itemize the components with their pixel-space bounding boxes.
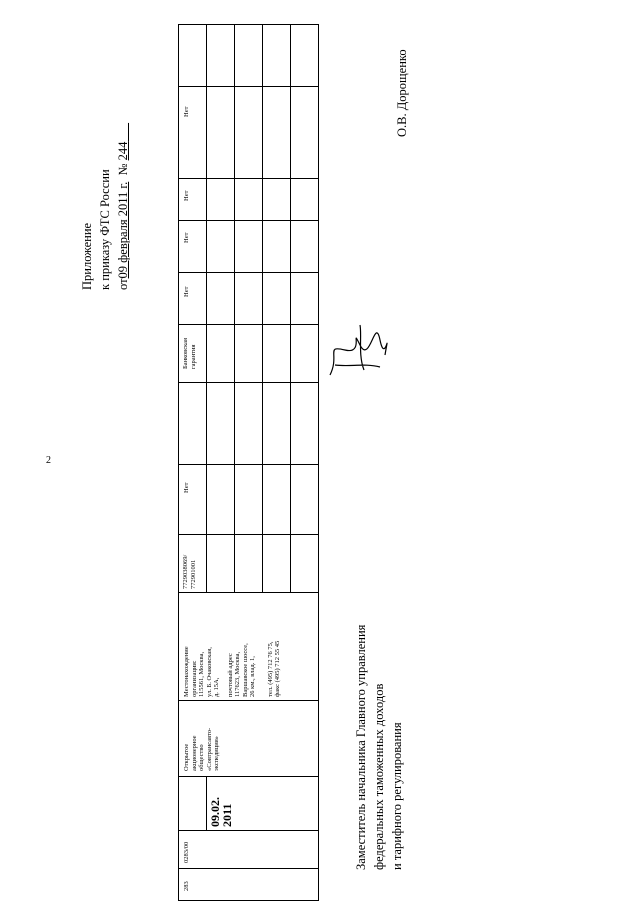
organization-text: Открытое акционерное общество «Совтрансавто- экспедиция» xyxy=(183,727,220,771)
footer-line-1: Заместитель начальника Главного управления xyxy=(354,624,368,870)
cell-no2 xyxy=(179,273,207,325)
header-from-label: от xyxy=(116,278,130,290)
no1-text: Нет xyxy=(183,482,190,493)
header-line-2: к приказу ФТС России xyxy=(98,169,112,290)
reg-number-text: 0283/00 xyxy=(183,841,190,863)
cell-no5 xyxy=(179,87,207,179)
cell-col15-r2 xyxy=(207,25,235,87)
cell-date xyxy=(207,777,319,831)
cell-no1 xyxy=(179,465,207,535)
cell-address xyxy=(179,593,319,701)
footer-line-2: федеральных таможенных доходов xyxy=(372,683,386,870)
no4-text: Нет xyxy=(183,190,190,201)
order-number-label: № xyxy=(116,163,130,176)
cell-col15-r1 xyxy=(179,25,207,87)
cell-inn-kpp xyxy=(179,535,207,593)
cell-col15-r5 xyxy=(291,25,319,87)
header-line-1: Приложение xyxy=(80,222,94,290)
cell-organization xyxy=(179,701,319,777)
handwritten-signature xyxy=(320,305,400,385)
registry-table xyxy=(178,24,319,901)
order-header xyxy=(78,123,132,290)
footer-signature-block xyxy=(352,625,406,870)
no2-text: Нет xyxy=(183,286,190,297)
signatory-name: О.В. Дорощенко xyxy=(395,49,409,137)
cell-col15-r4 xyxy=(263,25,291,87)
inn-kpp-text: 7729038069/ 772901001 xyxy=(182,554,197,589)
address-text: Местонахождение организации: 115561, Москва, ул. Б. Очаковская, д. 15А, почтовый адрес 117623, Москва, Варшавское шоссе, 26 км., влад. 1, тел. (495) 712 76 75, факс (495) 712 55 45 xyxy=(183,640,281,697)
row-number-text: 283 xyxy=(183,881,190,891)
header-line-3 xyxy=(114,123,132,290)
page-number: 2 xyxy=(46,455,51,466)
order-number: 244 xyxy=(116,141,130,161)
date-text: 09.02. 2011 xyxy=(208,797,234,827)
no5-text: Нет xyxy=(183,106,190,117)
cell-no4 xyxy=(179,179,207,221)
guarantee-text: Банковская гарантия xyxy=(182,337,197,369)
cell-col15-r3 xyxy=(235,25,263,87)
footer-line-3: и тарифного регулирования xyxy=(390,722,404,870)
cell-no3 xyxy=(179,221,207,273)
cell-reg-number xyxy=(179,831,319,869)
order-date: 09 февраля 2011 г. xyxy=(116,181,130,279)
cell-row-number xyxy=(179,869,319,901)
cell-guarantee xyxy=(179,325,207,383)
no3-text: Нет xyxy=(183,232,190,243)
